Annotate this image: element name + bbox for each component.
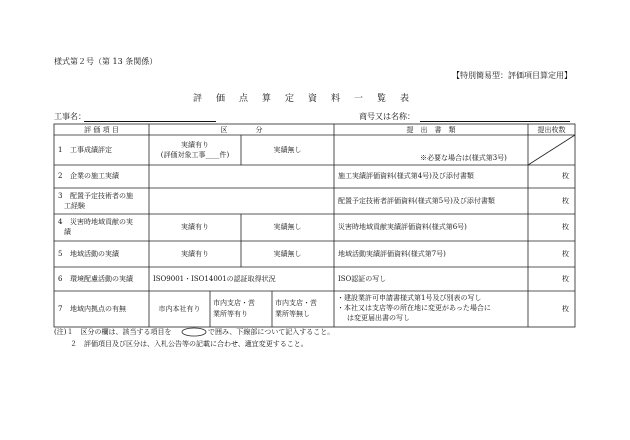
- row4-unit: 枚: [562, 223, 569, 231]
- header-category: 区 分: [220, 126, 263, 134]
- row3-item: 配置予定技術者の施: [70, 192, 133, 200]
- row4-item: 災害時地域貢献の実: [70, 218, 133, 226]
- row6-unit: 枚: [562, 275, 569, 283]
- row5-unit: 枚: [562, 250, 569, 258]
- row1-cat2[interactable]: 実績無し: [273, 146, 302, 154]
- row7-doc3: は変更届出書の写し: [347, 314, 410, 322]
- row2-item: 企業の施工実績: [70, 172, 119, 180]
- row2-no: 2: [58, 172, 63, 180]
- row5-doc: 地域活動実績評価資料(様式第7号): [338, 250, 446, 258]
- header-item: 評 価 項 目: [84, 126, 119, 134]
- row7-unit: 枚: [562, 305, 569, 313]
- row7-cat3b[interactable]: 業所等無し: [275, 310, 310, 318]
- row3-unit: 枚: [562, 197, 569, 205]
- row7-item: 地域内拠点の有無: [70, 305, 126, 313]
- row6-doc: ISO認証の写し: [338, 275, 387, 283]
- row1-doc-note: ※必要な場合は(様式第3号): [420, 154, 507, 162]
- note1-a: (注)１ 区分の欄は、該当する項目を: [54, 328, 172, 336]
- header-documents: 提 出 書 類: [406, 126, 456, 134]
- row4-cat2[interactable]: 実績無し: [273, 223, 302, 231]
- row7-doc1: ・建設業許可申請書様式第1号及び別表の写し: [337, 294, 482, 302]
- row4-no: 4: [58, 218, 63, 226]
- row3-item2: 工経験: [64, 202, 85, 210]
- header-count: 提出枚数: [537, 126, 566, 134]
- note2: ２ 評価項目及び区分は、入札公告等の記載に合わせ、適宜変更すること。: [70, 340, 308, 348]
- form-type: 【特別簡易型：評価項目算定用】: [452, 71, 572, 80]
- note1-b: で囲み、下線部について記入すること。: [208, 328, 335, 336]
- row1-cat1[interactable]: 実績有り: [181, 141, 209, 149]
- row2-doc: 施工実績評価資料(様式第4号)及び添付書類: [338, 172, 474, 180]
- row7-cat3a[interactable]: 市内支店・営: [275, 299, 317, 307]
- row5-cat1[interactable]: 実績有り: [181, 250, 209, 258]
- row4-cat1[interactable]: 実績有り: [181, 223, 209, 231]
- row3-doc: 配置予定技術者評価資料(様式第5号)及び添付書類: [338, 197, 495, 205]
- row1-cat1b[interactable]: (評価対象工事____件): [160, 151, 230, 159]
- row6-no: 6: [58, 275, 63, 283]
- company-label: 商号又は名称：: [359, 112, 415, 121]
- page-title: 評価点算定資料一覧表: [193, 94, 424, 104]
- row5-cat2[interactable]: 実績無し: [273, 250, 302, 258]
- row1-item: 工事成績評定: [70, 146, 112, 154]
- row4-doc: 災害時地域貢献実績評価資料(様式第6号): [338, 223, 467, 231]
- construction-label: 工事名：: [54, 112, 86, 121]
- row4-item2: 績: [64, 228, 71, 236]
- row7-cat2b[interactable]: 業所等有り: [213, 310, 248, 318]
- form-number: 様式第２号（第 13 条関係）: [54, 57, 158, 66]
- row6-cat1[interactable]: ISO9001・ISO14001の認証取得状況: [153, 275, 276, 283]
- row6-item: 環境配慮活動の実績: [70, 275, 133, 283]
- row3-no: 3: [58, 192, 63, 200]
- row2-unit: 枚: [562, 172, 569, 180]
- row7-cat2a[interactable]: 市内支店・営: [213, 299, 255, 307]
- row7-doc2: ・本社又は支店等の所在地に変更があった場合に: [337, 304, 491, 312]
- row1-no: 1: [58, 146, 63, 154]
- row7-no: 7: [58, 305, 63, 313]
- row5-item: 地域活動の実績: [70, 250, 119, 258]
- row5-no: 5: [58, 250, 63, 258]
- row7-cat1[interactable]: 市内本社有り: [158, 305, 201, 313]
- circle-mark-icon: [182, 328, 206, 336]
